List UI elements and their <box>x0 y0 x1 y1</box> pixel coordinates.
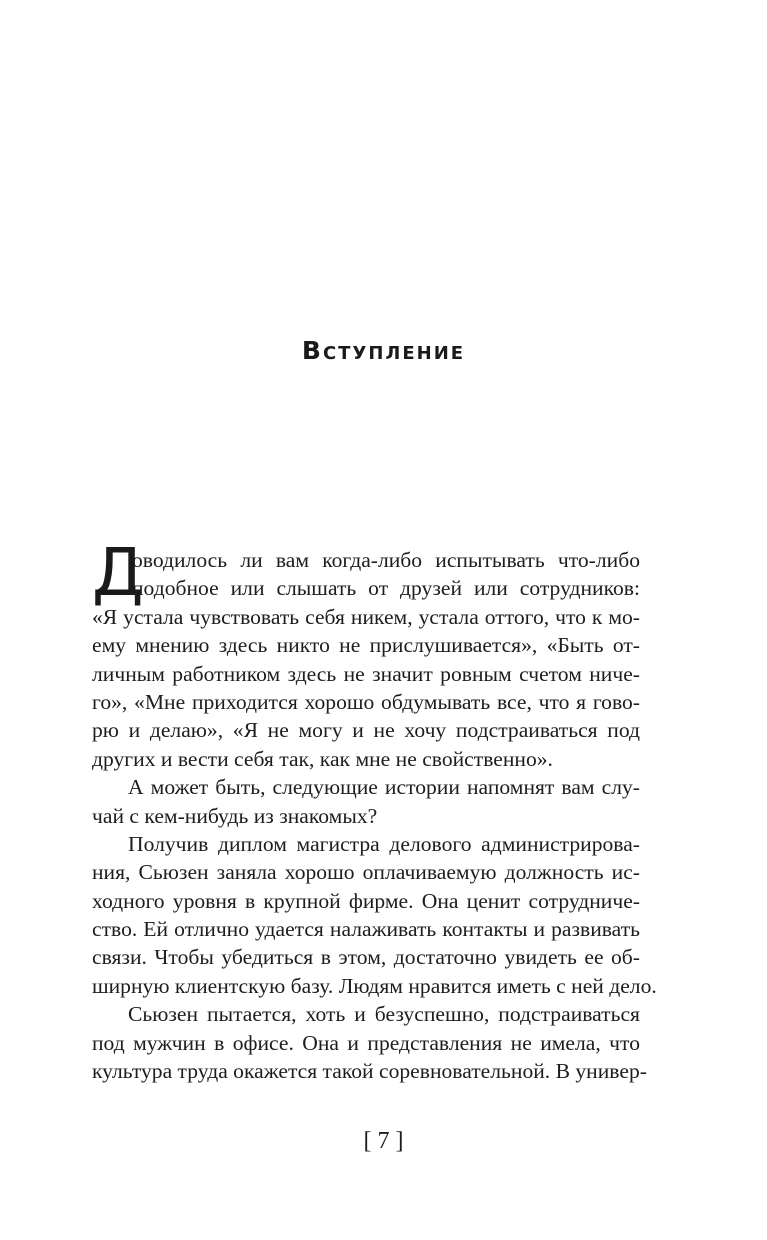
text-line: культура труда окажется такой соревновательной. В универ- <box>92 1059 647 1084</box>
text-line: других и вести себя так, как мне не свойственно». <box>92 746 553 771</box>
text-line: ство. Ей отлично удается налаживать контакты и развивать <box>92 917 640 942</box>
text-line: ходного уровня в крупной фирме. Она ценит сотрудниче- <box>92 888 640 913</box>
text-line: ему мнению здесь никто не прислушивается», «Быть от- <box>92 633 640 658</box>
text-line: Сьюзен пытается, хоть и безуспешно, подстраиваться <box>128 1002 640 1027</box>
text-line: чай с кем-нибудь из знакомых? <box>92 803 378 828</box>
text-line: подобное или слышать от друзей или сотрудников: <box>132 576 640 601</box>
drop-cap: Д <box>92 534 144 611</box>
text-line: Получив диплом магистра делового администрирова- <box>128 831 640 856</box>
text-line: ширную клиентскую базу. Людям нравится иметь с ней дело. <box>92 973 657 998</box>
text-line: «Я устала чувствовать себя никем, устала оттого, что к мо- <box>92 604 640 629</box>
text-line: личным работником здесь не значит ровным счетом ниче- <box>92 661 640 686</box>
page-number: [ 7 ] <box>363 1128 404 1154</box>
text-line: рю и делаю», «Я не могу и не хочу подстраиваться под <box>92 718 640 743</box>
text-line: связи. Чтобы убедиться в этом, достаточно увидеть ее об- <box>92 945 640 970</box>
text-line: оводилось ли вам когда-либо испытывать что-либо <box>132 548 640 572</box>
chapter-title: Вступление <box>301 336 466 365</box>
text-line: ния, Сьюзен заняла хорошо оплачиваемую должность ис- <box>92 860 640 885</box>
text-line: под мужчин в офисе. Она и представления не имела, что <box>92 1030 640 1055</box>
body-text <box>92 546 657 1085</box>
text-line: го», «Мне приходится хорошо обдумывать все, что я гово- <box>92 689 640 714</box>
text-line: А может быть, следующие истории напомнят вам слу- <box>128 775 640 800</box>
